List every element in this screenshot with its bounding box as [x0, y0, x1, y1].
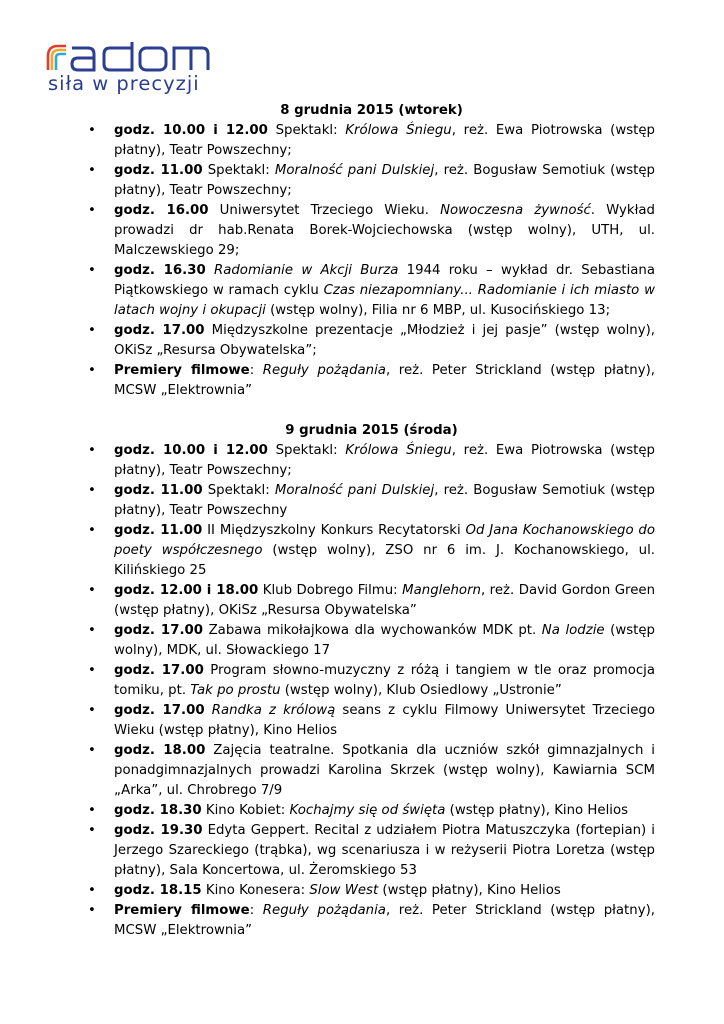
event-time: godz. 17.00 [114, 663, 204, 678]
event-time: godz. 11.00 [114, 523, 203, 538]
event-title: Tak po prostu [190, 683, 281, 698]
event-text: , reż. David Gordon Green (wstęp płatny), OKiSz „Resursa Obywatelska” [114, 583, 655, 618]
event-text: Międzyszkolne prezentacje „Młodzież i jej pasje” (wstęp wolny), OKiSz „Resursa Obywatelska”; [114, 323, 655, 358]
event-time: godz. 11.00 [114, 163, 203, 178]
event-text: (wstęp wolny), MDK, ul. Słowackiego 17 [114, 623, 655, 658]
day-heading: 8 grudnia 2015 (wtorek) [280, 103, 463, 118]
event-item [88, 621, 655, 661]
event-title: Kochajmy się od święta [289, 803, 446, 818]
event-text: Uniwersytet Trzeciego Wieku. [208, 203, 441, 218]
logo-slogan: siła w precyzji [48, 72, 200, 95]
event-list [88, 121, 655, 401]
event-text: II Międzyszkolny Konkurs Recytatorski [202, 523, 466, 538]
event-title: Reguły pożądania [262, 903, 386, 918]
event-title: Królowa Śniegu [345, 443, 452, 458]
event-title: Nowoczesna żywność [440, 203, 591, 218]
event-text: , reż. Peter Strickland (wstęp płatny), MCSW „Elektrownia” [114, 903, 655, 938]
event-text: , reż. Bogusław Semotiuk (wstęp płatny), Teatr Powszechny [114, 483, 656, 518]
event-title: Na lodzie [541, 623, 605, 638]
event-item [88, 481, 655, 521]
event-text: (wstęp wolny), Klub Osiedlowy „Ustronie” [280, 683, 562, 698]
event-time: godz. 16.30 [114, 263, 206, 278]
event-item [88, 201, 655, 261]
event-text: (wstęp wolny), Filia nr 6 MBP, ul. Kusocińskiego 13; [265, 303, 611, 318]
event-time: godz. 18.30 [114, 803, 202, 818]
event-text: 1944 roku – wykład dr. Sebastiana Piątkowskiego w ramach cyklu [114, 263, 656, 298]
event-text: Program słowno-muzyczny z różą i tangiem w tle oraz promocja tomiku, pt. [114, 663, 655, 698]
event-text: Kino Konesera: [201, 883, 310, 898]
event-text: Zabawa mikołajkowa dla wychowanków MDK pt. [203, 623, 542, 638]
day-heading: 9 grudnia 2015 (środa) [285, 423, 458, 438]
event-text: (wstęp płatny), Kino Helios [445, 803, 629, 818]
event-title: Radomianie w Akcji Burza [213, 263, 399, 278]
event-item [88, 361, 655, 401]
event-item [88, 821, 655, 881]
radom-logo-mark [46, 40, 212, 72]
event-time: godz. 18.15 [114, 883, 202, 898]
event-text: Edyta Geppert. Recital z udziałem Piotra Matuszczyka (fortepian) i Jerzego Szareckiego (trąbka), wg scenariusza i w reżyserii Piotra Loretza (wstęp płatny), Sala Koncertowa, ul. Żeromskiego 53 [114, 823, 655, 878]
event-text: , reż. Ewa Piotrowska (wstęp płatny), Teatr Powszechny; [114, 123, 655, 158]
event-time: Premiery filmowe [114, 363, 250, 378]
event-title: Reguły pożądania [262, 363, 386, 378]
event-title: Czas niezapomniany... Radomianie i ich miasto w latach wojny i okupacji [114, 283, 655, 318]
event-text: : [249, 363, 263, 378]
event-text: , reż. Ewa Piotrowska (wstęp płatny), Teatr Powszechny; [114, 443, 655, 478]
event-text: Spektakl: [202, 163, 275, 178]
event-time: godz. 10.00 i 12.00 [114, 123, 268, 138]
event-title: Randka z królową [211, 703, 336, 718]
event-title: Od Jana Kochanowskiego do poety współczesnego [114, 523, 656, 558]
event-time: godz. 16.00 [114, 203, 209, 218]
event-time: godz. 19.30 [114, 823, 203, 838]
event-item [88, 881, 655, 901]
event-time: Premiery filmowe [114, 903, 250, 918]
event-text [205, 703, 212, 718]
event-text: (wstęp płatny), Kino Helios [378, 883, 561, 898]
event-text: Klub Dobrego Filmu: [258, 583, 403, 598]
event-time: godz. 17.00 [114, 623, 203, 638]
radom-logo [46, 40, 212, 76]
event-item [88, 901, 655, 941]
event-title: Królowa Śniegu [345, 123, 452, 138]
event-text: , reż. Bogusław Semotiuk (wstęp płatny), Teatr Powszechny; [114, 163, 656, 198]
event-item [88, 741, 655, 801]
event-time: godz. 17.00 [114, 323, 205, 338]
event-item [88, 801, 655, 821]
event-time: godz. 17.00 [114, 703, 205, 718]
event-item [88, 161, 655, 201]
event-time: godz. 10.00 i 12.00 [114, 443, 268, 458]
event-title: Moralność pani Dulskiej [274, 483, 435, 498]
event-text: Spektakl: [267, 123, 346, 138]
event-text: (wstęp wolny), ZSO nr 6 im. J. Kochanowskiego, ul. Kilińskiego 25 [114, 543, 655, 578]
event-text: Spektakl: [267, 443, 346, 458]
event-time: godz. 12.00 i 18.00 [114, 583, 259, 598]
event-text: , reż. Peter Strickland (wstęp płatny), MCSW „Elektrownia” [114, 363, 655, 398]
schedule [88, 101, 655, 941]
event-text: . Wykład prowadzi dr hab.Renata Borek-Wojciechowska (wstęp wolny), UTH, ul. Malczewskiego 29; [114, 203, 655, 258]
event-text: Spektakl: [202, 483, 275, 498]
event-list [88, 441, 655, 941]
event-time: godz. 11.00 [114, 483, 203, 498]
event-item [88, 661, 655, 701]
event-item [88, 521, 655, 581]
event-title: Slow West [309, 883, 379, 898]
event-item [88, 121, 655, 161]
event-text: seans z cyklu Filmowy Uniwersytet Trzeciego Wieku (wstęp płatny), Kino Helios [114, 703, 655, 738]
event-title: Moralność pani Dulskiej [274, 163, 435, 178]
event-text: : [249, 903, 263, 918]
event-item [88, 441, 655, 481]
event-item [88, 701, 655, 741]
event-text: Kino Kobiet: [201, 803, 290, 818]
event-text [206, 263, 214, 278]
event-text: Zajęcia teatralne. Spotkania dla uczniów szkół gimnazjalnych i ponadgimnazjalnych prowadzi Karolina Skrzek (wstęp wolny), Kawiarnia SCM „Arka”, ul. Chrobrego 7/9 [114, 743, 656, 798]
event-item [88, 261, 655, 321]
event-title: Manglehorn [402, 583, 481, 598]
event-time: godz. 18.00 [114, 743, 206, 758]
event-item [88, 321, 655, 361]
event-item [88, 581, 655, 621]
